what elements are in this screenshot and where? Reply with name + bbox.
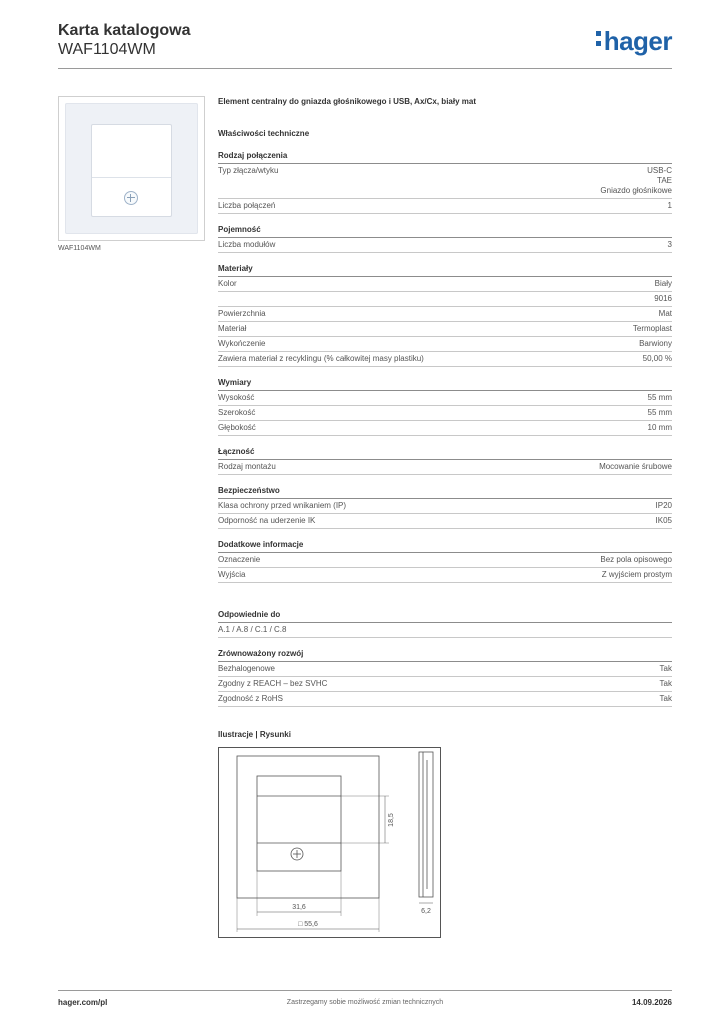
dim-depth-label: 6,2 (421, 908, 431, 915)
spec-section (218, 377, 672, 436)
spec-label: Klasa ochrony przed wnikaniem (IP) (218, 501, 347, 510)
spec-value (600, 555, 672, 565)
spec-value (633, 324, 672, 334)
spec-label: Materiał (218, 324, 247, 333)
spec-row (218, 238, 672, 253)
spec-value-line: Mat (658, 309, 672, 318)
spec-section (218, 224, 672, 253)
spec-row (218, 322, 672, 337)
section-title: Bezpieczeństwo (218, 485, 672, 499)
spec-value-line: Tak (659, 664, 672, 673)
inner-insert (257, 776, 341, 871)
spec-value-line: Gniazdo głośnikowe (600, 186, 672, 195)
spec-value-line: IP20 (655, 501, 672, 510)
illustrations-title: Ilustracje | Rysunki (218, 730, 291, 739)
spec-value (660, 679, 672, 689)
spec-section (218, 648, 672, 707)
section-title: Łączność (218, 446, 672, 460)
cover-plate (65, 103, 198, 234)
spec-section (218, 263, 672, 367)
spec-value-line: Termoplast (632, 324, 672, 333)
spec-value-line: 55 mm (647, 408, 672, 417)
spec-label: Szerokość (218, 408, 256, 417)
spec-row (218, 391, 672, 406)
spec-value (648, 393, 672, 403)
spec-label: Kolor (218, 279, 237, 288)
section-title: Wymiary (218, 377, 672, 391)
spec-row (218, 277, 672, 292)
header-divider (58, 68, 672, 69)
spec-value-line: Barwiony (639, 339, 672, 348)
spec-value (600, 166, 672, 196)
image-caption: WAF1104WM (58, 245, 101, 252)
spec-label: Rodzaj montażu (218, 462, 276, 471)
spec-row (218, 499, 672, 514)
insert-divider (92, 177, 171, 178)
spec-value-line: USB-C (647, 166, 672, 175)
section-title: Rodzaj połączenia (218, 150, 672, 164)
dim-width-inner-label: 31,6 (292, 904, 306, 911)
spec-label: Głębokość (218, 423, 256, 432)
spec-row (218, 514, 672, 529)
spec-value (655, 279, 672, 289)
spec-label: Oznaczenie (218, 555, 261, 564)
spec-label: Liczba modułów (218, 240, 276, 249)
spec-row (218, 421, 672, 436)
section-title: Dodatkowe informacje (218, 539, 672, 553)
spec-row (218, 199, 672, 214)
spec-value-line: IK05 (655, 516, 672, 525)
footer-website-link[interactable]: hager.com/pl (58, 998, 108, 1007)
spec-value (648, 423, 672, 433)
spec-value-line: 9016 (654, 294, 672, 303)
section-title: Zrównoważony rozwój (218, 648, 672, 662)
drawing-svg (219, 748, 440, 937)
outer-frame (237, 756, 379, 898)
technical-drawing (218, 747, 441, 938)
spec-value-line: 1 (667, 201, 672, 210)
spec-label: Typ złącza/wtyku (218, 166, 279, 175)
spec-value-line: Mocowanie śrubowe (599, 462, 672, 471)
spec-label: Zawiera materiał z recyklingu (% całkowitej masy plastiku) (218, 354, 424, 363)
spec-row (218, 460, 672, 475)
spec-section (218, 539, 672, 583)
dim-width-outer-label: □ 55,6 (298, 921, 318, 928)
footer-date: 14.09.2026 (631, 998, 672, 1007)
spec-label: Powierzchnia (218, 309, 266, 318)
spec-label: Wyjścia (218, 570, 246, 579)
spec-label: A.1 / A.8 / C.1 / C.8 (218, 625, 287, 634)
spec-value-line: 50,00 % (642, 354, 672, 363)
section-title: Materiały (218, 263, 672, 277)
spec-value (660, 694, 672, 704)
logo-text: hager (603, 26, 672, 56)
spec-row (218, 352, 672, 367)
spec-value (602, 570, 672, 580)
section-title: Pojemność (218, 224, 672, 238)
spec-section (218, 446, 672, 475)
spec-value (668, 201, 672, 211)
spec-value-line: 3 (667, 240, 672, 249)
spec-row (218, 553, 672, 568)
spec-row (218, 623, 672, 638)
specs-content (218, 96, 672, 741)
spec-value (659, 309, 672, 319)
spec-value-line: Z wyjściem prostym (601, 570, 672, 579)
spec-row (218, 307, 672, 322)
spec-value (639, 339, 672, 349)
side-profile (419, 752, 433, 897)
spec-label: Zgodny z REACH – bez SVHC (218, 679, 328, 688)
logo-dots-icon (596, 26, 602, 50)
page-footer (58, 998, 672, 1010)
spec-value (656, 501, 672, 511)
spec-value (660, 664, 672, 674)
spec-row (218, 568, 672, 583)
spec-row (218, 662, 672, 677)
tech-heading: Właściwości techniczne (218, 129, 310, 138)
spec-label: Wysokość (218, 393, 255, 402)
spec-value-line: 55 mm (647, 393, 672, 402)
product-code: WAF1104WM (58, 41, 156, 58)
dim-height-label: 18,5 (388, 813, 395, 827)
spec-value (668, 240, 672, 250)
central-insert (91, 124, 172, 217)
spec-value-line: Biały (654, 279, 672, 288)
spec-value-line: Tak (659, 694, 672, 703)
spec-label: Zgodność z RoHS (218, 694, 283, 703)
section-title: Odpowiednie do (218, 609, 672, 623)
spec-sections (218, 150, 672, 707)
spec-section (218, 609, 672, 638)
spec-value (656, 516, 672, 526)
spec-row (218, 164, 672, 199)
spec-value (654, 294, 672, 304)
product-image (58, 96, 205, 241)
spec-row (218, 677, 672, 692)
footer-divider (58, 990, 672, 991)
spec-value-line: Bez pola opisowego (600, 555, 672, 564)
spec-value (648, 408, 672, 418)
spec-value-line: TAE (657, 176, 672, 185)
spec-label: Liczba połączeń (218, 201, 276, 210)
spec-row (218, 692, 672, 707)
spec-value (643, 354, 672, 364)
page-header (58, 22, 672, 68)
spec-section (218, 150, 672, 214)
spec-label: Wykończenie (218, 339, 266, 348)
spec-row (218, 292, 672, 307)
spec-value (599, 462, 672, 472)
product-description: Element centralny do gniazda głośnikowego i USB, Ax/Cx, biały mat (218, 97, 476, 106)
hager-logo (596, 26, 672, 57)
spec-label: Odporność na uderzenie IK (218, 516, 316, 525)
spec-section (218, 485, 672, 529)
spec-row (218, 406, 672, 421)
spec-label: Bezhalogenowe (218, 664, 275, 673)
illustrations-section (218, 729, 672, 741)
spec-value-line: 10 mm (647, 423, 672, 432)
screw-icon (124, 191, 138, 205)
spec-row (218, 337, 672, 352)
spec-value-line: Tak (659, 679, 672, 688)
document-title: Karta katalogowa (58, 22, 191, 39)
footer-disclaimer: Zastrzegamy sobie możliwość zmian technicznych (286, 999, 444, 1006)
